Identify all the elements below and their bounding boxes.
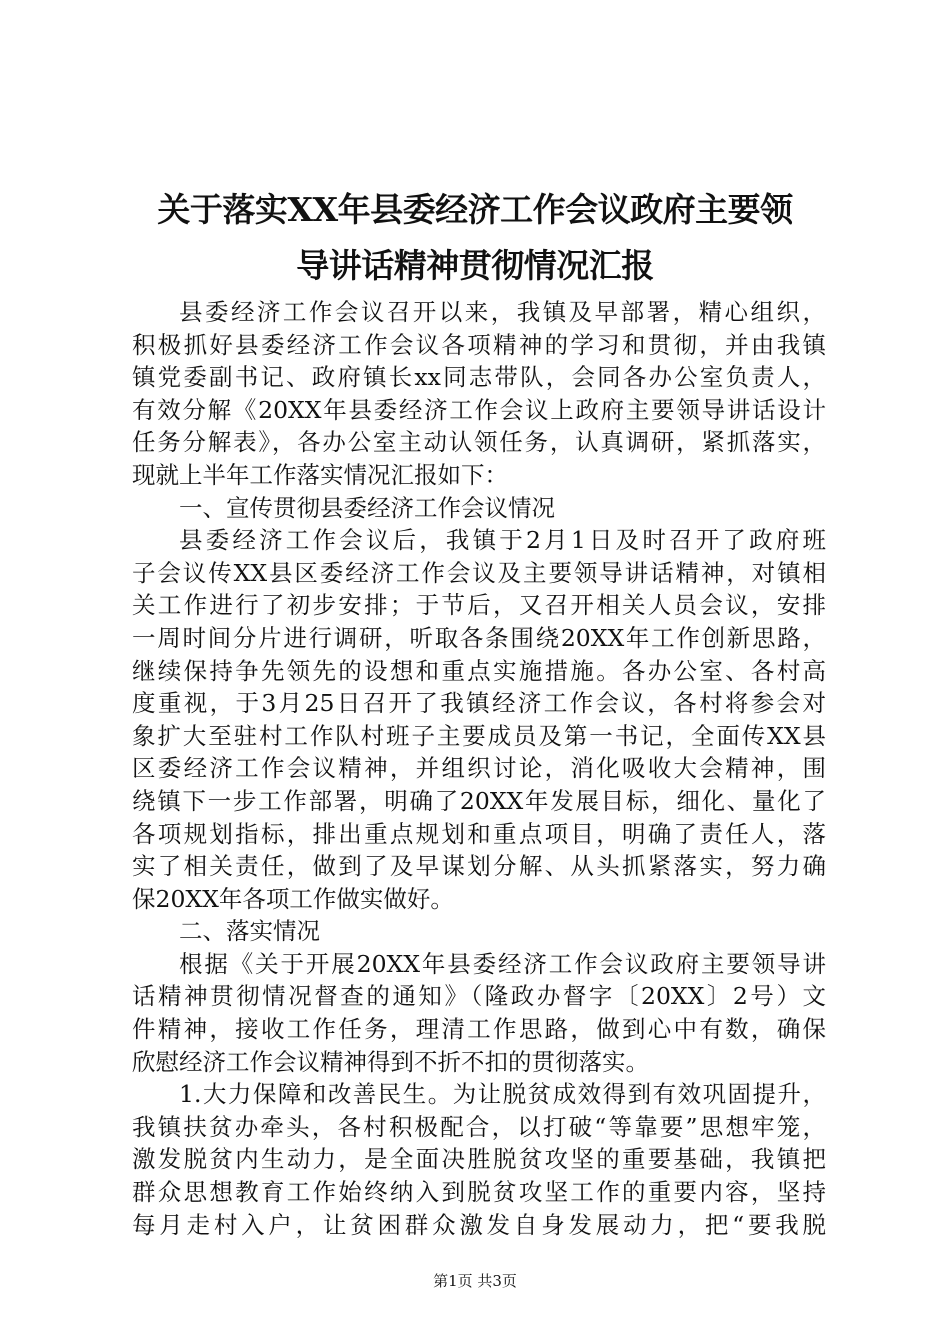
paragraph-line: 欣慰经济工作会议精神得到不折不扣的贯彻落实。 [132,1047,649,1076]
paragraph-line: 件精神，接收工作任务，理清工作思路，做到心中有数，确保 [132,1015,826,1044]
paragraph-line: 保20XX年各项工作做实做好。 [132,884,454,913]
paragraph-line: 关工作进行了初步安排；于节后，又召开相关人员会议，安排 [132,591,826,620]
paragraph-line: 任务分解表》，各办公室主动认领任务，认真调研，紧抓落实， [132,428,826,457]
paragraph-line: 积极抓好县委经济工作会议各项精神的学习和贯彻，并由我镇 [132,330,826,359]
paragraph-line: 现就上半年工作落实情况汇报如下： [132,460,508,489]
paragraph-line: 群众思想教育工作始终纳入到脱贫攻坚工作的重要内容，坚持 [132,1178,826,1207]
paragraph-line: 1.大力保障和改善民生。为让脱贫成效得到有效巩固提升， [179,1080,826,1109]
paragraph-line: 有效分解《20XX年县委经济工作会议上政府主要领导讲话设计 [132,395,826,424]
document-title-line-2: 导讲话精神贯彻情况汇报 [296,246,654,285]
paragraph-line: 话精神贯彻情况督查的通知》（隆政办督字〔20XX〕2号）文 [132,982,826,1011]
paragraph-line: 每月走村入户，让贫困群众激发自身发展动力，把“要我脱 [132,1210,826,1239]
paragraph-line: 继续保持争先领先的设想和重点实施措施。各办公室、各村高 [132,656,826,685]
section-heading: 二、落实情况 [179,917,320,946]
section-heading: 一、宣传贯彻县委经济工作会议情况 [179,493,555,522]
paragraph-line: 各项规划指标，排出重点规划和重点项目，明确了责任人，落 [132,819,826,848]
document-title-line-1: 关于落实XX年县委经济工作会议政府主要领 [157,190,793,229]
paragraph-line: 绕镇下一步工作部署，明确了20XX年发展目标，细化、量化了 [132,786,826,815]
paragraph-line: 镇党委副书记、政府镇长xx同志带队，会同各办公室负责人， [132,363,826,392]
document-body [132,296,826,1241]
paragraph-line: 县委经济工作会议后，我镇于2月1日及时召开了政府班 [179,526,826,555]
paragraph-line: 激发脱贫内生动力，是全面决胜脱贫攻坚的重要基础，我镇把 [132,1145,826,1174]
page-number-footer: 第1页 共3页 [433,1272,517,1290]
paragraph-line: 县委经济工作会议召开以来，我镇及早部署，精心组织， [179,298,826,326]
paragraph-line: 我镇扶贫办牵头，各村积极配合，以打破“等靠要”思想牢笼， [132,1112,826,1141]
paragraph-line: 象扩大至驻村工作队村班子主要成员及第一书记，全面传XX县 [132,721,826,750]
paragraph-line: 一周时间分片进行调研，听取各条围绕20XX年工作创新思路， [132,623,826,652]
paragraph-line: 实了相关责任，做到了及早谋划分解、从头抓紧落实，努力确 [132,852,826,881]
paragraph-line: 区委经济工作会议精神，并组织讨论，消化吸收大会精神，围 [132,754,826,783]
paragraph-line: 根据《关于开展20XX年县委经济工作会议政府主要领导讲 [179,949,826,978]
paragraph-line: 子会议传XX县区委经济工作会议及主要领导讲话精神，对镇相 [132,558,826,587]
paragraph-line: 度重视，于3月25日召开了我镇经济工作会议，各村将参会对 [132,689,826,718]
